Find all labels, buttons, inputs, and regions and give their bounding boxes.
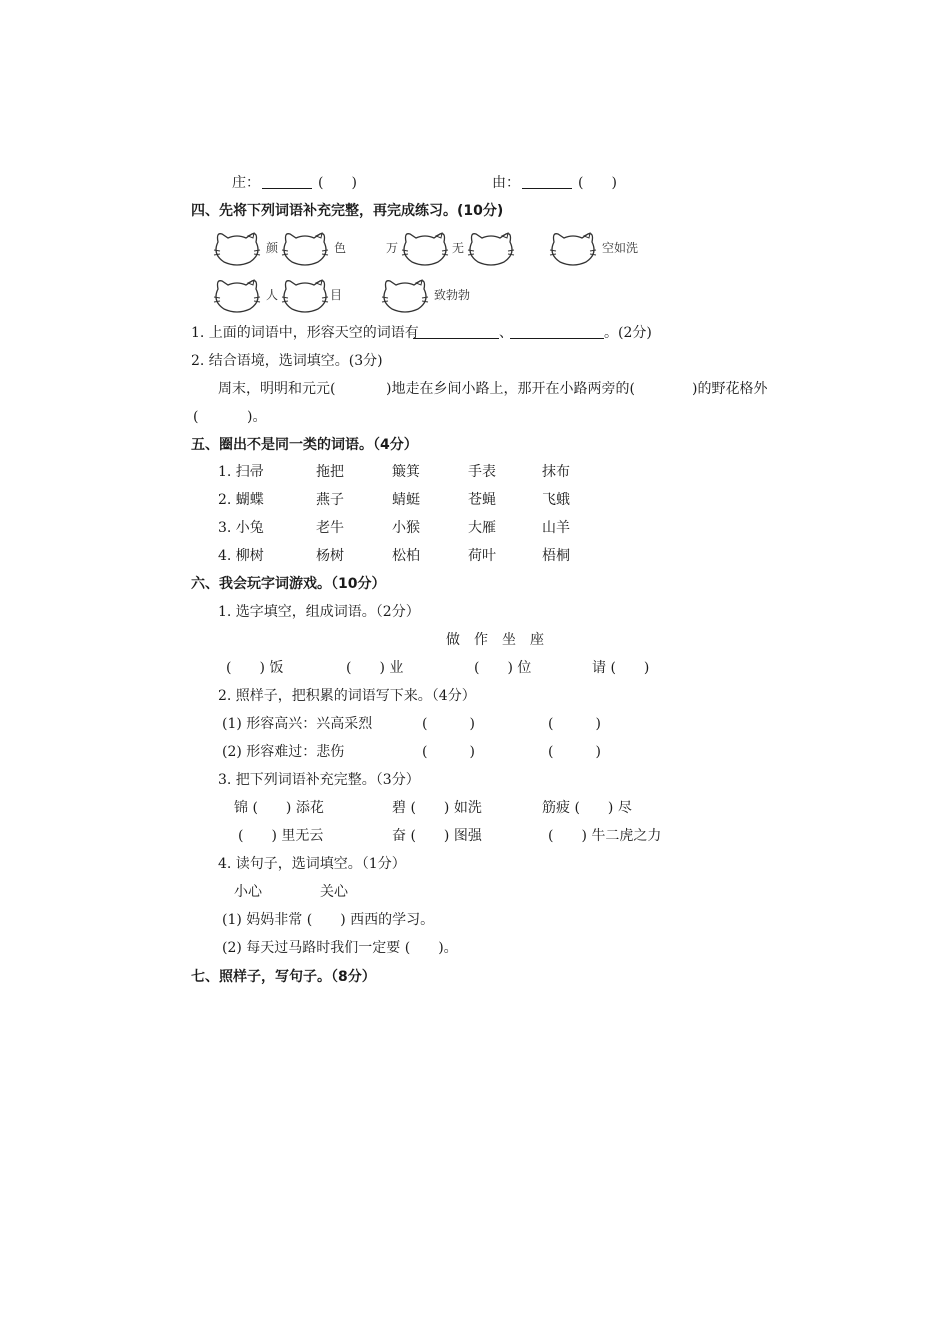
s5-word[interactable]: 手表 — [468, 464, 496, 480]
top-right-blank[interactable] — [522, 176, 572, 189]
s5-word[interactable]: 杨树 — [316, 548, 344, 564]
s4-q1-blank-2[interactable] — [510, 326, 604, 339]
s5-word[interactable]: 小猴 — [392, 520, 420, 536]
word-fragment: 空如洗 — [602, 241, 639, 255]
s5-word[interactable]: 簸箕 — [392, 464, 420, 480]
s5-word[interactable]: 梧桐 — [542, 548, 570, 564]
s5-word[interactable]: 1. 扫帚 — [218, 464, 264, 480]
s5-word[interactable]: 大雁 — [468, 520, 496, 536]
s5-word[interactable]: 老牛 — [316, 520, 344, 536]
s5-word[interactable]: 荷叶 — [468, 548, 496, 564]
cat-blank-icon[interactable] — [548, 228, 598, 268]
s5-word[interactable]: 燕子 — [316, 492, 344, 508]
cat-blank-icon[interactable] — [280, 228, 330, 268]
s6-q1-title: 1. 选字填空，组成词语。（2分） — [218, 604, 420, 620]
word-fragment: 致勃勃 — [434, 288, 471, 302]
s4-q2-sentence-c: )的野花格外 — [692, 381, 768, 397]
s6-q3-item[interactable]: ( ) 牛二虎之力 — [548, 828, 662, 844]
s6-q3-item[interactable]: 锦 ( ) 添花 — [234, 800, 324, 816]
s6-q2-answer[interactable]: ( ) — [548, 744, 601, 760]
s6-q4-word: 关心 — [320, 884, 348, 900]
word-fragment: 颜 — [266, 241, 279, 255]
s6-q1-choices: 做 作 坐 座 — [446, 632, 544, 648]
word-fragment: 无 — [452, 241, 465, 255]
section7-title: 七、照样子，写句子。（8分） — [191, 969, 376, 985]
s5-word[interactable]: 苍蝇 — [468, 492, 496, 508]
s5-word[interactable]: 4. 柳树 — [218, 548, 264, 564]
s5-word[interactable]: 蜻蜓 — [392, 492, 420, 508]
s5-word[interactable]: 3. 小兔 — [218, 520, 264, 536]
s5-word[interactable]: 飞蛾 — [542, 492, 570, 508]
s6-q2-answer[interactable]: ( ) — [422, 744, 475, 760]
s6-q2-title: 2. 照样子，把积累的词语写下来。（4分） — [218, 688, 476, 704]
section6-title: 六、我会玩字词游戏。（10分） — [191, 576, 386, 592]
s4-q2-sentence-a: 周末，明明和元元( — [218, 381, 336, 397]
s4-q1-text: 1. 上面的词语中，形容天空的词语有 — [191, 325, 419, 341]
section5-title: 五、圈出不是同一类的词语。（4分） — [191, 437, 418, 453]
s4-q1-score: 。(2分) — [604, 325, 652, 341]
s4-q1-sep: 、 — [499, 325, 513, 341]
s4-q2-text: 2. 结合语境，选词填空。(3分) — [191, 353, 383, 369]
s6-q3-title: 3. 把下列词语补充完整。（3分） — [218, 772, 420, 788]
top-left-blank[interactable] — [262, 176, 312, 189]
s4-q2-sentence-e: )。 — [247, 409, 267, 425]
s5-word[interactable]: 抹布 — [542, 464, 570, 480]
word-fragment: 人 — [266, 288, 279, 302]
s6-q2-row1: (1) 形容高兴：兴高采烈 — [222, 716, 373, 732]
s6-q4-word: 小心 — [234, 884, 262, 900]
s5-word[interactable]: 松柏 — [392, 548, 420, 564]
word-fragment: 目 — [330, 288, 343, 302]
s5-word[interactable]: 2. 蝴蝶 — [218, 492, 264, 508]
top-right-paren: ( ) — [578, 175, 617, 191]
cat-blank-icon[interactable] — [400, 228, 450, 268]
s6-q3-item[interactable]: 筋疲 ( ) 尽 — [542, 800, 632, 816]
top-right-char: 由： — [492, 175, 520, 191]
s4-q2-sentence-d: ( — [193, 409, 199, 425]
s6-q2-row2: (2) 形容难过：悲伤 — [222, 744, 345, 760]
s6-q4-row2[interactable]: (2) 每天过马路时我们一定要 ( )。 — [222, 940, 458, 956]
s6-q4-row1[interactable]: (1) 妈妈非常 ( ) 西西的学习。 — [222, 912, 435, 928]
word-fragment: 色 — [334, 241, 347, 255]
s6-q1-item[interactable]: ( ) 业 — [346, 660, 404, 676]
cat-blank-icon[interactable] — [380, 275, 430, 315]
cat-blank-icon[interactable] — [212, 228, 262, 268]
s5-word[interactable]: 山羊 — [542, 520, 570, 536]
top-left-paren: ( ) — [318, 175, 357, 191]
cat-blank-icon[interactable] — [280, 275, 330, 315]
s6-q1-item[interactable]: ( ) 饭 — [226, 660, 284, 676]
s6-q3-item[interactable]: 碧 ( ) 如洗 — [392, 800, 482, 816]
s6-q2-answer[interactable]: ( ) — [422, 716, 475, 732]
s4-q2-sentence-b: )地走在乡间小路上，那开在小路两旁的( — [386, 381, 635, 397]
s6-q2-answer[interactable]: ( ) — [548, 716, 601, 732]
s6-q3-item[interactable]: ( ) 里无云 — [238, 828, 324, 844]
section4-title: 四、先将下列词语补充完整，再完成练习。(10分) — [191, 203, 504, 219]
s4-q1-blank-1[interactable] — [413, 326, 499, 339]
s6-q1-item[interactable]: ( ) 位 — [474, 660, 532, 676]
cat-blank-icon[interactable] — [212, 275, 262, 315]
s6-q4-title: 4. 读句子，选词填空。（1分） — [218, 856, 406, 872]
s5-word[interactable]: 拖把 — [316, 464, 344, 480]
cat-blank-icon[interactable] — [466, 228, 516, 268]
s6-q1-item[interactable]: 请 ( ) — [592, 660, 650, 676]
s6-q3-item[interactable]: 奋 ( ) 图强 — [392, 828, 482, 844]
top-left-char: 庄： — [232, 175, 260, 191]
word-fragment: 万 — [386, 241, 399, 255]
